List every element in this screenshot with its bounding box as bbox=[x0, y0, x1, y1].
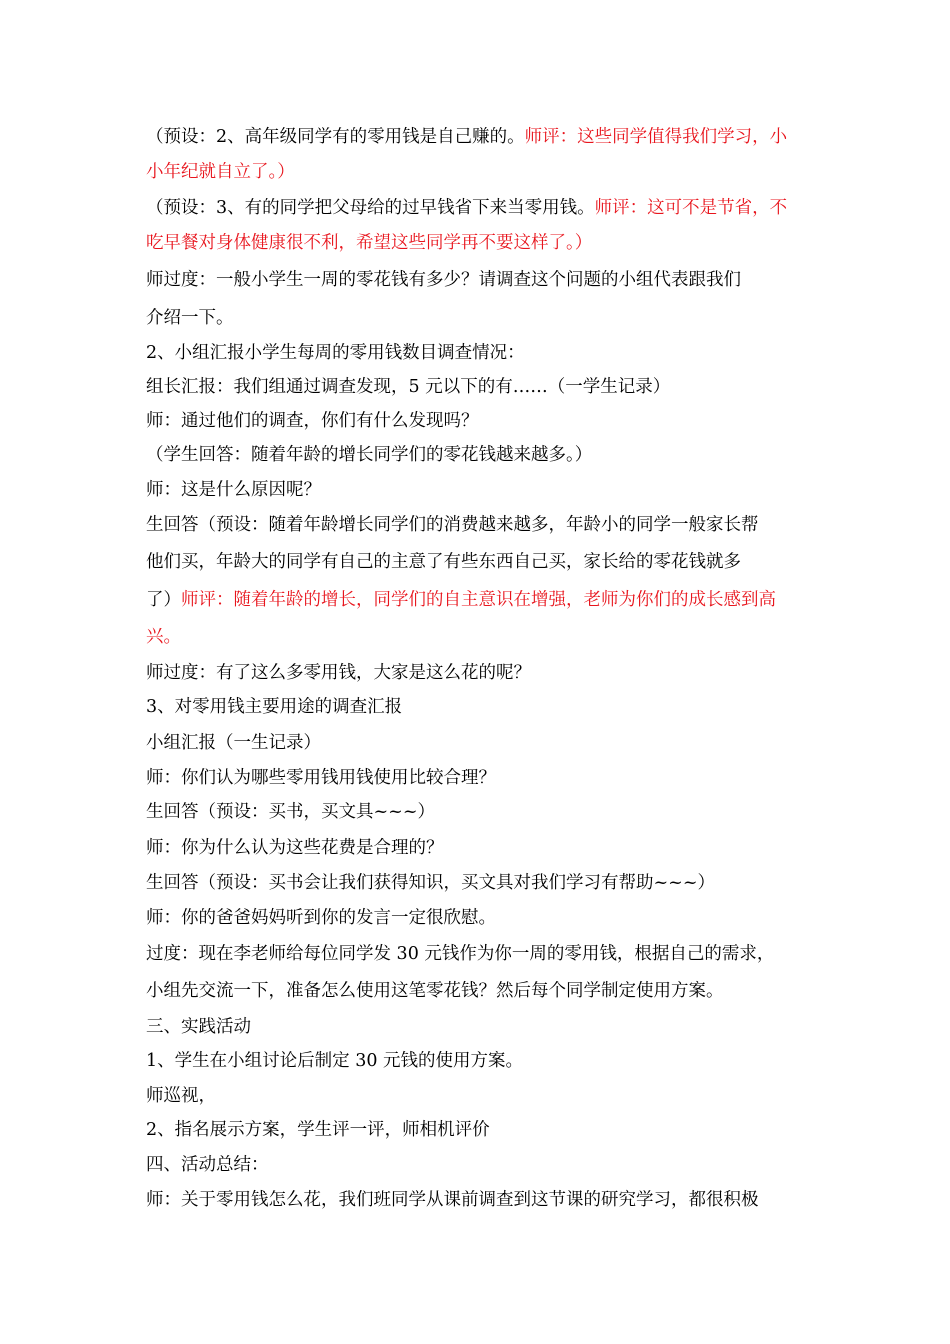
line-text: 师巡视， bbox=[146, 1086, 216, 1106]
teacher-comment-text: 师评：这些同学值得我们学习，小 bbox=[524, 127, 788, 147]
document-line bbox=[146, 695, 402, 719]
document-line bbox=[146, 409, 479, 433]
line-text: 师过度：有了这么多零用钱，大家是这么花的呢？ bbox=[146, 663, 531, 683]
line-text: 师：通过他们的调查，你们有什么发现吗？ bbox=[146, 411, 479, 431]
line-text: 师：关于零用钱怎么花，我们班同学从课前调查到这节课的研究学习，都很积极 bbox=[146, 1190, 759, 1210]
document-line bbox=[146, 478, 321, 502]
line-text: （预设：3、有的同学把父母给的过早钱省下来当零用钱。 bbox=[146, 198, 595, 218]
line-text: 2、小组汇报小学生每周的零用钱数目调查情况： bbox=[146, 343, 525, 363]
line-text: 介绍一下。 bbox=[146, 308, 234, 328]
document-line bbox=[146, 836, 444, 860]
document-line bbox=[146, 661, 531, 685]
document-line bbox=[146, 800, 435, 824]
document-line bbox=[146, 125, 787, 149]
line-text: 师过度：一般小学生一周的零花钱有多少？请调查这个问题的小组代表跟我们 bbox=[146, 270, 741, 290]
document-line bbox=[146, 588, 776, 612]
line-text: 师：这是什么原因呢？ bbox=[146, 480, 321, 500]
teacher-comment-text: 小年纪就自立了。） bbox=[146, 162, 295, 182]
document-line bbox=[146, 942, 774, 966]
document-line bbox=[146, 513, 759, 537]
line-text: 1、学生在小组讨论后制定 30 元钱的使用方案。 bbox=[146, 1051, 524, 1071]
document-line bbox=[146, 1118, 490, 1142]
document-line bbox=[146, 871, 715, 895]
document-line bbox=[146, 341, 525, 365]
line-text: 生回答（预设：买书，买文具~~~） bbox=[146, 802, 435, 822]
line-text: 四、活动总结： bbox=[146, 1155, 269, 1175]
line-text: 3、对零用钱主要用途的调查汇报 bbox=[146, 697, 403, 717]
document-line bbox=[146, 550, 741, 574]
document-line bbox=[146, 906, 496, 930]
line-text: 师：你为什么认为这些花费是合理的？ bbox=[146, 838, 444, 858]
teacher-comment-text: 兴。 bbox=[146, 627, 181, 647]
document-line bbox=[146, 979, 724, 1003]
document-line bbox=[146, 625, 181, 649]
document-line bbox=[146, 1153, 269, 1177]
teacher-comment-text: 师评：随着年龄的增长，同学们的自主意识在增强，老师为你们的成长感到高 bbox=[181, 590, 776, 610]
line-text: 生回答（预设：随着年龄增长同学们的消费越来越多，年龄小的同学一般家长帮 bbox=[146, 515, 759, 535]
line-text: 小组汇报（一生记录） bbox=[146, 733, 321, 753]
document-line bbox=[146, 443, 592, 467]
document-line bbox=[146, 231, 592, 255]
document-line bbox=[146, 731, 321, 755]
document-line bbox=[146, 1015, 251, 1039]
document-line bbox=[146, 306, 234, 330]
line-text: 2、指名展示方案，学生评一评，师相机评价 bbox=[146, 1120, 490, 1140]
document-line bbox=[146, 1084, 216, 1108]
line-text: 三、实践活动 bbox=[146, 1017, 251, 1037]
line-text: 了） bbox=[146, 590, 181, 610]
document-line bbox=[146, 1049, 523, 1073]
line-text: （预设：2、高年级同学有的零用钱是自己赚的。 bbox=[146, 127, 525, 147]
line-text: 师：你们认为哪些零用钱用钱使用比较合理？ bbox=[146, 768, 496, 788]
document-line bbox=[146, 196, 787, 220]
line-text: 他们买，年龄大的同学有自己的主意了有些东西自己买，家长给的零花钱就多 bbox=[146, 552, 741, 572]
line-text: 小组先交流一下，准备怎么使用这笔零花钱？然后每个同学制定使用方案。 bbox=[146, 981, 724, 1001]
line-text: 师：你的爸爸妈妈听到你的发言一定很欣慰。 bbox=[146, 908, 496, 928]
document-line bbox=[146, 766, 496, 790]
line-text: 过度：现在李老师给每位同学发 30 元钱作为你一周的零用钱，根据自己的需求， bbox=[146, 944, 775, 964]
line-text: 生回答（预设：买书会让我们获得知识，买文具对我们学习有帮助~~~） bbox=[146, 873, 715, 893]
teacher-comment-text: 吃早餐对身体健康很不利，希望这些同学再不要这样了。） bbox=[146, 233, 593, 253]
line-text: 组长汇报：我们组通过调查发现，5 元以下的有……（一学生记录） bbox=[146, 377, 671, 397]
document-line bbox=[146, 160, 295, 184]
teacher-comment-text: 师评：这可不是节省，不 bbox=[594, 198, 788, 218]
line-text: （学生回答：随着年龄的增长同学们的零花钱越来越多。） bbox=[146, 445, 593, 465]
document-line bbox=[146, 375, 670, 399]
document-line bbox=[146, 1188, 759, 1212]
document-line bbox=[146, 268, 741, 292]
